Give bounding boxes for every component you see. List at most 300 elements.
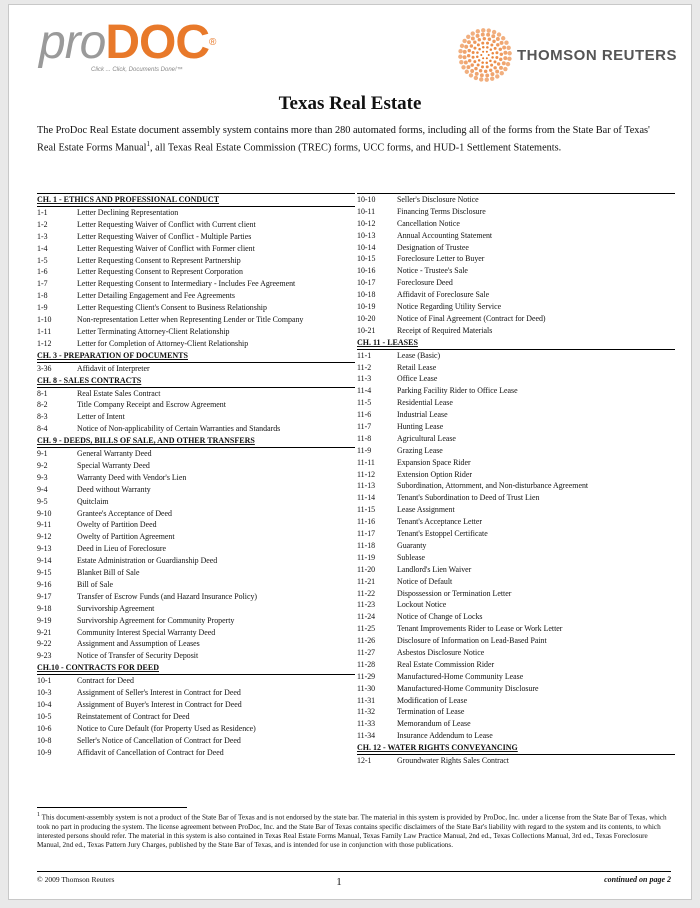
- form-list-item: [357, 385, 675, 397]
- form-number: 11-33: [357, 719, 376, 729]
- form-list-item: [37, 747, 355, 759]
- form-list-item: [357, 611, 675, 623]
- logo-dot: [491, 34, 495, 38]
- logo-dot: [495, 70, 499, 74]
- form-list-item: [357, 516, 675, 528]
- logo-dot: [480, 54, 482, 56]
- footnote-text: This document-assembly system is not a product of the State Bar of Texas and is not endorsed by the state bar. The material in this system is provided by ProDoc, Inc. under a license from the State Bar of Texas, which took no part in producing the system. The license agreement between ProDoc, Inc. and the State Bar of Texas contains specific disclaimers of the State Bar's liability with regard to the system and its contents, to which interested persons should refer. The material in this system is also contained in Texas Real Estate Forms Manual, Texas Family Law Practice Manual, 2nd ed., Texas Collections Manual, 3rd ed., Texas Foreclosure Manual, 2nd ed., Texas Pattern Jury Charges, published by the State Bar of Texas, and is intended for use in conjunction with those publications.: [37, 813, 667, 850]
- form-list-item: [37, 399, 355, 411]
- form-number: 1-1: [37, 208, 48, 217]
- form-list-item: [357, 457, 675, 469]
- form-list-item: [357, 230, 675, 242]
- form-list-item: [37, 338, 355, 350]
- logo-dot: [476, 51, 479, 54]
- form-title: Letter Requesting Waiver of Conflict with Former client: [77, 243, 255, 253]
- form-list-item: [37, 699, 355, 711]
- form-number: 11-8: [357, 433, 372, 443]
- form-title: Groundwater Rights Sales Contract: [397, 756, 509, 766]
- form-number: 8-3: [37, 412, 48, 422]
- form-list-item: [357, 588, 675, 600]
- form-number: 10-19: [357, 302, 376, 312]
- form-number: 10-11: [357, 206, 376, 216]
- form-number: 11-26: [357, 636, 376, 646]
- form-number: 11-6: [357, 410, 372, 420]
- form-title: Disclosure of Information on Lead-Based Paint: [397, 636, 547, 646]
- logo-dot: [481, 28, 485, 32]
- form-number: 11-5: [357, 398, 372, 408]
- form-number: 11-12: [357, 469, 376, 479]
- form-title: Sublease: [397, 552, 426, 562]
- intro-footnote-ref: 1: [146, 139, 151, 148]
- logo-dot: [469, 73, 473, 77]
- form-number: 11-18: [357, 540, 376, 550]
- form-list-item: [357, 277, 675, 289]
- form-list-item: [37, 735, 355, 747]
- logo-dot: [470, 44, 473, 47]
- form-number: 11-24: [357, 612, 376, 622]
- form-list-item: [37, 231, 355, 243]
- form-list-item: [357, 528, 675, 540]
- form-title: Reinstatement of Contract for Deed: [77, 711, 190, 721]
- form-number: 11-32: [357, 707, 376, 717]
- form-number: 9-21: [37, 627, 52, 637]
- footnote-divider: [37, 807, 187, 808]
- logo-dot: [500, 71, 504, 75]
- form-list-item: [37, 243, 355, 255]
- form-title: Real Estate Commission Rider: [397, 659, 495, 669]
- form-list-item: [37, 363, 355, 375]
- form-number: 3-36: [37, 363, 52, 373]
- form-list-item: [37, 603, 355, 615]
- form-title: Contract for Deed: [77, 676, 134, 686]
- form-title: Survivorship Agreement for Community Property: [77, 615, 235, 625]
- logo-dot: [507, 51, 511, 55]
- footer-divider: [37, 871, 671, 872]
- form-number: 11-22: [357, 588, 376, 598]
- form-title: Tenant's Acceptance Letter: [397, 517, 482, 527]
- form-list-item: [37, 326, 355, 338]
- form-number: 11-23: [357, 600, 376, 610]
- form-title: Asbestos Disclosure Notice: [397, 647, 485, 657]
- logo-dot: [497, 62, 500, 65]
- form-number: 9-11: [37, 520, 52, 530]
- logo-dot: [490, 64, 493, 67]
- form-number: 1-5: [37, 255, 48, 265]
- prodoc-logo-doc: DOC: [105, 16, 210, 69]
- form-list-item: [37, 207, 355, 219]
- form-list-item: [357, 325, 675, 337]
- logo-dot: [473, 40, 476, 43]
- form-title: Owelty of Partition Agreement: [77, 532, 175, 542]
- form-number: 10-18: [357, 290, 376, 300]
- form-list-item: [357, 540, 675, 552]
- form-list-item: [37, 675, 355, 687]
- logo-dot: [467, 40, 471, 44]
- logo-dot: [499, 58, 502, 61]
- logo-dot: [476, 55, 479, 58]
- logo-dot: [494, 60, 497, 63]
- form-list-item: [357, 253, 675, 265]
- form-list-item: [357, 421, 675, 433]
- page-number: 1: [336, 876, 342, 888]
- form-title: Notice Regarding Utility Service: [397, 302, 502, 312]
- right-column: [357, 193, 675, 767]
- thomson-reuters-wordmark: THOMSON REUTERS: [516, 46, 677, 64]
- copyright: © 2009 Thomson Reuters: [37, 875, 115, 884]
- form-number: 10-9: [37, 747, 52, 757]
- logo-dot: [481, 61, 484, 64]
- form-title: Seller's Notice of Cancellation of Contract for Deed: [77, 735, 241, 745]
- logo-dot: [494, 47, 497, 50]
- form-title: Estate Administration or Guardianship Deed: [77, 556, 218, 566]
- logo-dot: [472, 51, 475, 54]
- form-list-item: [357, 265, 675, 277]
- form-title: Letter Requesting Consent to Intermediary - Includes Fee Agreement: [77, 279, 296, 289]
- form-number: 11-29: [357, 671, 376, 681]
- form-list-item: [357, 397, 675, 409]
- logo-dot: [474, 67, 477, 70]
- form-number: 10-17: [357, 278, 376, 288]
- form-number: 11-4: [357, 386, 372, 396]
- form-title: Grantee's Acceptance of Deed: [77, 508, 172, 518]
- intro-text-2: , all Texas Real Estate Commission (TREC) forms, UCC forms, and HUD-1 Settlement Statements.: [150, 142, 562, 154]
- logo-dot: [495, 51, 498, 54]
- form-number: 9-19: [37, 615, 52, 625]
- form-number: 9-13: [37, 544, 52, 554]
- logo-dot: [503, 51, 507, 55]
- form-title: Grazing Lease: [397, 445, 443, 455]
- logo-dot: [489, 60, 492, 63]
- form-list-item: [357, 647, 675, 659]
- logo-dot: [481, 65, 484, 68]
- form-number: 10-15: [357, 254, 376, 264]
- logo-dot: [476, 34, 480, 38]
- logo-dot: [485, 61, 488, 64]
- form-number: 9-17: [37, 591, 52, 601]
- form-title: Lockout Notice: [397, 600, 447, 610]
- form-list-item: [357, 373, 675, 385]
- logo-dot: [497, 32, 501, 36]
- form-title: Designation of Trustee: [397, 242, 469, 252]
- form-list-item: [37, 411, 355, 423]
- form-number: 9-14: [37, 556, 52, 566]
- logo-dot: [495, 74, 499, 78]
- form-number: 11-25: [357, 624, 376, 634]
- form-title: Industrial Lease: [397, 410, 448, 420]
- form-title: Memorandum of Lease: [397, 719, 471, 729]
- logo-dot: [475, 72, 479, 76]
- form-number: 11-27: [357, 647, 376, 657]
- form-title: Notice of Final Agreement (Contract for Deed): [397, 313, 546, 323]
- form-list-item: [37, 638, 355, 650]
- form-list-item: [357, 683, 675, 695]
- prodoc-tagline: Click ... Click, Documents Done!™: [91, 67, 183, 73]
- chapter-heading: CH. 11 - LEASES: [357, 337, 675, 350]
- document-page: [8, 4, 692, 900]
- logo-dot: [496, 37, 500, 41]
- form-list-item: [357, 695, 675, 707]
- form-number: 9-5: [37, 496, 48, 506]
- form-title: Subordination, Attornment, and Non-disturbance Agreement: [397, 481, 589, 491]
- logo-dot: [485, 73, 489, 77]
- form-title: Manufactured-Home Community Lease: [397, 671, 524, 681]
- form-title: Tenant's Subordination to Deed of Trust Lien: [397, 493, 540, 503]
- form-title: Letter of Intent: [77, 412, 125, 422]
- form-list-item: [37, 687, 355, 699]
- form-title: Residential Lease: [397, 398, 453, 408]
- form-title: Bill of Sale: [77, 579, 113, 589]
- form-number: 10-4: [37, 699, 52, 709]
- form-number: 10-10: [357, 195, 376, 204]
- logo-dot: [470, 69, 474, 73]
- form-list-item: [357, 480, 675, 492]
- logo-dot: [491, 52, 494, 55]
- form-list-item: [357, 730, 675, 742]
- form-list-item: [37, 255, 355, 267]
- chapter-heading: CH. 3 - PREPARATION OF DOCUMENTS: [37, 350, 355, 363]
- thomson-reuters-dots-icon: [457, 27, 513, 83]
- logo-dot: [492, 40, 495, 43]
- intro-paragraph: [37, 125, 667, 155]
- thomson-reuters-logo: [457, 27, 677, 83]
- form-title: Hunting Lease: [397, 422, 444, 432]
- form-list-item: [357, 206, 675, 218]
- logo-dot: [471, 31, 475, 35]
- form-list-item: [357, 362, 675, 374]
- logo-dot: [502, 61, 506, 65]
- form-list-item: [37, 555, 355, 567]
- form-number: 11-19: [357, 552, 376, 562]
- form-title: Manufactured-Home Community Disclosure: [397, 683, 539, 693]
- form-list-item: [37, 723, 355, 735]
- logo-dot: [466, 35, 470, 39]
- form-number: 11-11: [357, 457, 375, 467]
- form-number: 11-16: [357, 517, 376, 527]
- form-title: Letter Terminating Attorney-Client Relationship: [77, 326, 230, 336]
- logo-dot: [507, 57, 511, 61]
- form-number: 11-15: [357, 505, 376, 515]
- logo-dot: [506, 46, 510, 50]
- form-title: Notice - Trustee's Sale: [397, 266, 468, 276]
- form-list-item: [357, 242, 675, 254]
- footnote: [37, 811, 671, 851]
- form-title: Insurance Addendum to Lease: [397, 731, 493, 741]
- form-title: Notice of Transfer of Security Deposit: [77, 651, 199, 661]
- chapter-heading: CH. 9 - DEEDS, BILLS OF SALE, AND OTHER TRANSFERS: [37, 435, 355, 448]
- form-title: Notice to Cure Default (for Property Used as Residence): [77, 723, 256, 733]
- continued-note: continued on page 2: [604, 875, 671, 884]
- form-number: 11-2: [357, 362, 372, 372]
- logo-dot: [506, 62, 510, 66]
- form-title: Title Company Receipt and Escrow Agreement: [77, 400, 226, 410]
- form-list-item: [357, 301, 675, 313]
- form-title: Assignment and Assumption of Leases: [77, 639, 200, 649]
- form-title: Cancellation Notice: [397, 218, 460, 228]
- form-list-item: [37, 423, 355, 435]
- form-list-item: [37, 290, 355, 302]
- logo-dot: [464, 45, 468, 49]
- form-title: Assignment of Seller's Interest in Contract for Deed: [77, 688, 241, 698]
- form-title: Expansion Space Rider: [397, 457, 471, 467]
- prodoc-logo-pro: pro: [39, 16, 106, 69]
- form-title: Letter for Completion of Attorney-Client Relationship: [77, 338, 249, 348]
- form-number: 9-4: [37, 484, 48, 494]
- logo-dot: [489, 69, 492, 72]
- form-number: 10-5: [37, 711, 52, 721]
- form-number: 12-1: [357, 756, 372, 766]
- form-title: Affidavit of Foreclosure Sale: [397, 290, 490, 300]
- form-number: 9-18: [37, 603, 52, 613]
- logo-dot: [470, 63, 473, 66]
- form-list-item: [357, 671, 675, 683]
- form-title: Lease (Basic): [397, 350, 441, 360]
- form-list-item: [37, 472, 355, 484]
- logo-dot: [491, 56, 494, 59]
- form-title: Letter Requesting Waiver of Conflict - Multiple Parties: [77, 231, 252, 241]
- form-title: Letter Requesting Consent to Represent Corporation: [77, 267, 243, 277]
- form-number: 11-3: [357, 374, 372, 384]
- form-number: 9-23: [37, 651, 52, 661]
- logo-dot: [486, 46, 489, 49]
- header: [9, 5, 691, 87]
- form-list-item: [37, 508, 355, 520]
- form-list-item: [357, 289, 675, 301]
- logo-dot: [499, 48, 502, 51]
- logo-dot: [477, 43, 480, 46]
- logo-dot: [465, 70, 469, 74]
- form-title: Deed without Warranty: [77, 484, 151, 494]
- form-number: 10-16: [357, 266, 376, 276]
- form-title: Transfer of Escrow Funds (and Hazard Insurance Policy): [77, 591, 258, 601]
- logo-dot: [479, 69, 482, 72]
- form-title: Retail Lease: [397, 362, 437, 372]
- chapter-heading: CH. 1 - ETHICS AND PROFESSIONAL CONDUCT: [37, 194, 355, 207]
- logo-dot: [490, 76, 494, 80]
- form-title: Dispossession or Termination Letter: [397, 588, 512, 598]
- form-title: Agricultural Lease: [397, 433, 456, 443]
- logo-dot: [492, 30, 496, 34]
- form-list-item: [37, 448, 355, 460]
- logo-dot: [482, 57, 484, 59]
- form-number: 9-22: [37, 639, 52, 649]
- form-list-item: [357, 433, 675, 445]
- form-list-item: [357, 564, 675, 576]
- form-number: 11-9: [357, 445, 372, 455]
- logo-dot: [485, 77, 489, 81]
- form-number: 10-14: [357, 242, 376, 252]
- form-list-item: [37, 543, 355, 555]
- logo-dot: [473, 47, 476, 50]
- logo-dot: [484, 70, 487, 73]
- logo-dot: [486, 57, 488, 59]
- logo-dot: [468, 49, 471, 52]
- form-number: 9-10: [37, 508, 52, 518]
- form-number: 11-30: [357, 683, 376, 693]
- form-number: 10-13: [357, 230, 376, 240]
- form-title: Termination of Lease: [397, 707, 465, 717]
- form-list-item: [37, 567, 355, 579]
- logo-dot: [482, 46, 485, 49]
- form-title: Landlord's Lien Waiver: [397, 564, 472, 574]
- logo-dot: [486, 42, 489, 45]
- form-title: Owelty of Partition Deed: [77, 520, 157, 530]
- intro-text-1: The ProDoc Real Estate document assembly system contains more than 280 automated forms, including all of the forms from the State Bar of Texas' Real Estate Forms Manual: [37, 125, 650, 154]
- logo-dot: [486, 51, 488, 53]
- form-number: 11-1: [357, 350, 372, 360]
- form-number: 10-6: [37, 723, 52, 733]
- logo-dot: [490, 43, 493, 46]
- form-title: Annual Accounting Statement: [397, 230, 493, 240]
- form-list-item: [37, 484, 355, 496]
- form-number: 10-21: [357, 325, 376, 335]
- form-title: Guaranty: [397, 540, 427, 550]
- logo-dot: [480, 73, 484, 77]
- form-list-item: [357, 445, 675, 457]
- form-number: 9-16: [37, 579, 52, 589]
- form-title: Letter Requesting Consent to Represent Partnership: [77, 255, 241, 265]
- logo-dot: [503, 56, 507, 60]
- form-list-item: [37, 519, 355, 531]
- logo-dot: [474, 76, 478, 80]
- form-number: 1-4: [37, 243, 48, 253]
- logo-dot: [473, 60, 476, 63]
- logo-dot: [488, 38, 491, 41]
- form-title: Extension Option Rider: [397, 469, 472, 479]
- logo-dot: [471, 36, 475, 40]
- form-list-item: [357, 623, 675, 635]
- form-number: 1-2: [37, 219, 48, 229]
- form-list-item: [357, 350, 675, 362]
- form-title: Foreclosure Deed: [397, 278, 453, 288]
- form-title: Blanket Bill of Sale: [77, 568, 140, 578]
- logo-dot: [472, 56, 475, 59]
- logo-dot: [468, 59, 471, 62]
- form-title: Notice of Change of Locks: [397, 612, 483, 622]
- form-list-item: [37, 388, 355, 400]
- form-number: 9-1: [37, 449, 48, 459]
- form-number: 1-12: [37, 338, 52, 348]
- logo-dot: [500, 53, 503, 56]
- form-title: Modification of Lease: [397, 695, 468, 705]
- form-title: Tenant Improvements Rider to Lease or Work Letter: [397, 624, 563, 634]
- logo-dot: [467, 54, 470, 57]
- form-title: Letter Requesting Client's Consent to Business Relationship: [77, 303, 267, 313]
- form-number: 9-2: [37, 461, 48, 471]
- form-title: Financing Terms Disclosure: [397, 206, 486, 216]
- form-number: 8-4: [37, 424, 48, 434]
- form-number: 1-6: [37, 267, 48, 277]
- logo-dot: [459, 60, 463, 64]
- logo-dot: [496, 43, 499, 46]
- form-number: 11-34: [357, 731, 376, 741]
- form-number: 10-1: [37, 676, 52, 686]
- form-list-item: [357, 218, 675, 230]
- form-number: 10-3: [37, 688, 52, 698]
- logo-dot: [458, 49, 462, 53]
- form-number: 1-9: [37, 303, 48, 313]
- form-number: 11-28: [357, 659, 376, 669]
- form-number: 1-3: [37, 231, 48, 241]
- form-number: 10-20: [357, 313, 376, 323]
- form-list-item: [37, 711, 355, 723]
- logo-dot: [481, 42, 484, 45]
- form-number: 8-2: [37, 400, 48, 410]
- form-number: 1-10: [37, 315, 52, 325]
- form-list-item: [357, 492, 675, 504]
- form-title: Notice of Default: [397, 576, 453, 586]
- form-title: Quitclaim: [77, 496, 109, 506]
- left-column: [37, 193, 355, 758]
